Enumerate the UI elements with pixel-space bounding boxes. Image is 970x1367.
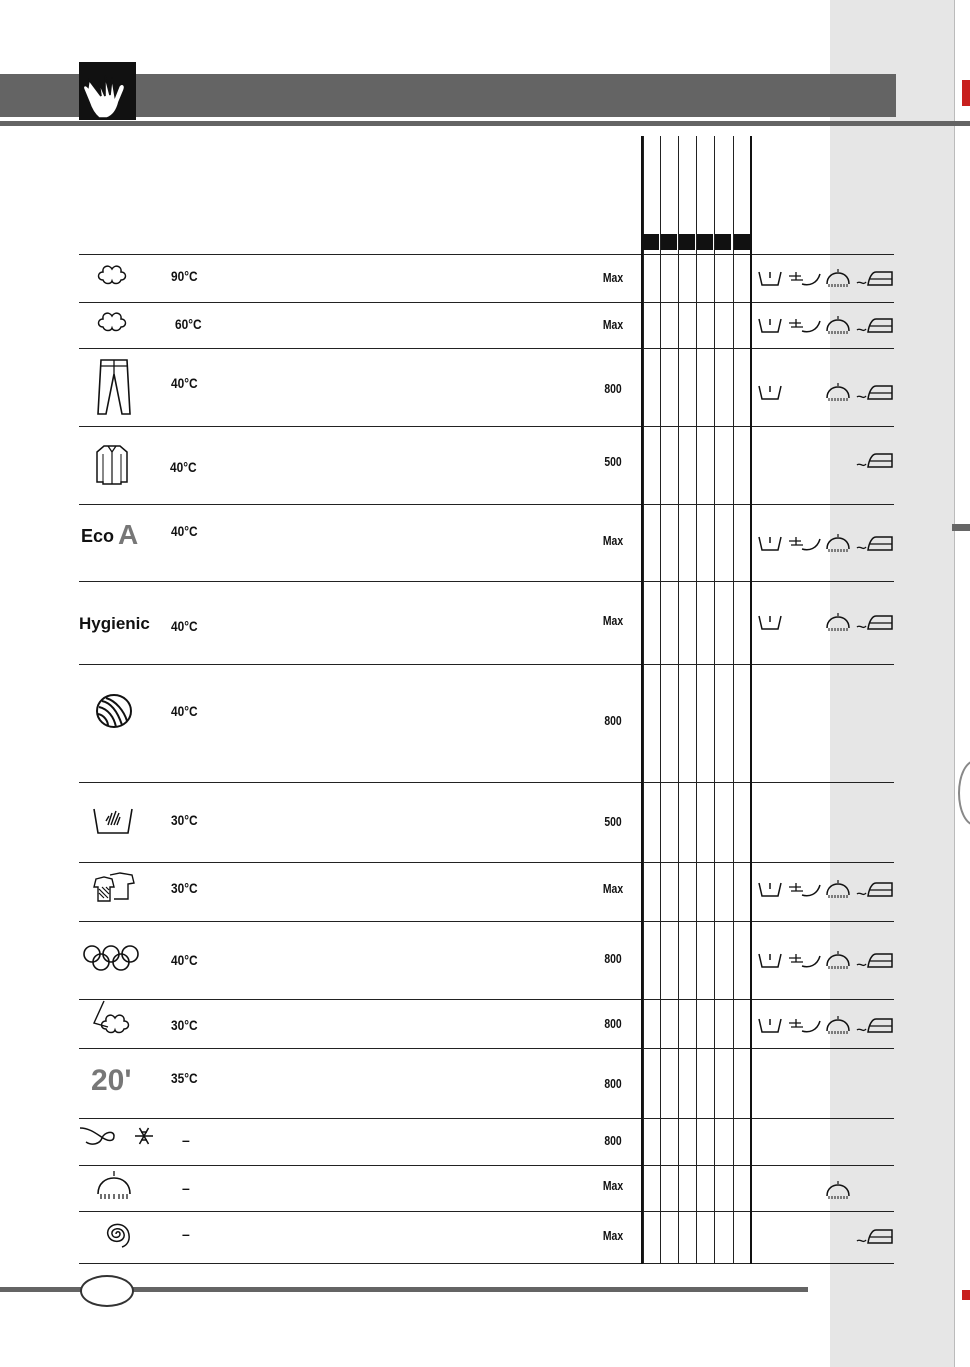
side-tab-marker	[952, 524, 970, 531]
care-wash-icon	[757, 1015, 783, 1037]
care-wash-icon	[757, 950, 783, 972]
row-divider	[79, 1211, 894, 1212]
eco-label-letter: A	[118, 519, 139, 550]
row-divider	[79, 1048, 894, 1049]
spin-speed-value: Max	[602, 270, 624, 285]
mixed-garments-icon	[92, 871, 136, 908]
detergent-column-marker	[679, 234, 695, 250]
row-divider	[79, 1263, 894, 1264]
spin-speed-value: Max	[602, 881, 624, 896]
quick-20-label: 20'	[91, 1064, 132, 1097]
row-divider	[79, 1165, 894, 1166]
side-red-mark-bottom	[962, 1290, 970, 1300]
row-divider	[79, 581, 894, 582]
temperature-dash: –	[182, 1226, 190, 1242]
temperature-value: 40°C	[171, 703, 198, 719]
care-dryer-icon	[824, 315, 852, 337]
care-bleach-icon	[787, 950, 823, 972]
row-divider	[79, 1118, 894, 1119]
right-margin-panel	[830, 0, 970, 1367]
detergent-column-marker	[715, 234, 731, 250]
temperature-value: 30°C	[171, 880, 198, 896]
detergent-column-marker	[661, 234, 677, 250]
care-iron-icon	[856, 1015, 894, 1037]
cotton-delicate-icon	[90, 999, 138, 1042]
column-divider-thick	[641, 136, 643, 1264]
page-edge	[954, 0, 970, 1367]
shirt-icon	[94, 444, 130, 491]
spin-speed-value: 800	[604, 951, 622, 966]
care-dryer-icon	[824, 612, 852, 634]
care-dryer-icon	[824, 1180, 852, 1202]
care-iron-icon	[856, 950, 894, 972]
spin-speed-value: Max	[602, 1228, 624, 1243]
spin-speed-value: 800	[604, 1133, 622, 1148]
care-wash-icon	[757, 315, 783, 337]
care-dryer-icon	[824, 879, 852, 901]
care-dryer-icon	[824, 950, 852, 972]
spin-speed-value: Max	[602, 533, 624, 548]
care-bleach-icon	[787, 533, 823, 555]
care-dryer-icon	[824, 268, 852, 290]
eco-label-text: Eco	[81, 526, 115, 546]
column-divider	[696, 136, 697, 1264]
care-iron-icon	[856, 450, 894, 472]
temperature-value: 40°C	[171, 618, 198, 634]
column-divider	[733, 136, 734, 1264]
spin-speed-value: 800	[604, 1076, 622, 1091]
header-rule	[0, 121, 970, 126]
temperature-value: 60°C	[175, 316, 202, 332]
temperature-value: 30°C	[171, 1017, 198, 1033]
care-dryer-icon	[824, 382, 852, 404]
row-divider	[79, 254, 894, 255]
temperature-value: 90°C	[171, 268, 198, 284]
hand-wash-icon	[92, 803, 134, 842]
hygienic-label: Hygienic	[79, 614, 150, 633]
row-divider	[79, 921, 894, 922]
care-bleach-icon	[787, 879, 823, 901]
row-divider	[79, 664, 894, 665]
side-red-mark	[962, 80, 970, 106]
temperature-dash: –	[182, 1180, 190, 1196]
care-iron-icon	[856, 268, 894, 290]
care-iron-icon	[856, 612, 894, 634]
temperature-value: 40°C	[171, 523, 198, 539]
hand-icon	[79, 62, 136, 120]
column-divider	[678, 136, 679, 1264]
care-wash-icon	[757, 612, 783, 634]
olympic-rings-icon	[82, 944, 140, 977]
wool-icon	[94, 693, 134, 734]
detergent-column-marker	[697, 234, 713, 250]
eco-label	[81, 519, 138, 551]
row-divider	[79, 862, 894, 863]
care-dryer-icon	[824, 1015, 852, 1037]
temperature-value: 40°C	[170, 459, 197, 475]
cotton-icon	[95, 262, 129, 293]
spiral-spin-icon	[98, 1219, 134, 1254]
temperature-value: 40°C	[171, 952, 198, 968]
spin-speed-value: 500	[604, 454, 622, 469]
care-iron-icon	[856, 1226, 894, 1248]
cotton-icon	[95, 309, 129, 340]
row-divider	[79, 782, 894, 783]
rinse-snowflake-icon	[78, 1122, 158, 1157]
care-bleach-icon	[787, 268, 823, 290]
row-divider	[79, 348, 894, 349]
column-divider	[660, 136, 661, 1264]
care-iron-icon	[856, 315, 894, 337]
column-divider	[714, 136, 715, 1264]
detergent-column-marker	[643, 234, 659, 250]
spin-speed-value: 800	[604, 381, 622, 396]
row-divider	[79, 504, 894, 505]
temperature-value: 30°C	[171, 812, 198, 828]
care-iron-icon	[856, 382, 894, 404]
care-wash-icon	[757, 533, 783, 555]
dryer-icon	[94, 1170, 134, 1205]
trousers-icon	[96, 358, 132, 421]
column-divider	[643, 136, 644, 1264]
row-divider	[79, 999, 894, 1000]
temperature-dash: –	[182, 1132, 190, 1148]
care-wash-icon	[757, 268, 783, 290]
spin-speed-value: Max	[602, 317, 624, 332]
detergent-column-marker	[734, 234, 750, 250]
care-dryer-icon	[824, 533, 852, 555]
care-bleach-icon	[787, 1015, 823, 1037]
spin-speed-value: Max	[602, 613, 624, 628]
spin-speed-value: 500	[604, 814, 622, 829]
care-iron-icon	[856, 879, 894, 901]
spin-speed-value: 800	[604, 1016, 622, 1031]
care-iron-icon	[856, 533, 894, 555]
page-number-badge	[80, 1275, 134, 1307]
column-divider-thick	[750, 136, 752, 1264]
spin-speed-value: 800	[604, 713, 622, 728]
temperature-value: 35°C	[171, 1070, 198, 1086]
care-wash-icon	[757, 879, 783, 901]
temperature-value: 40°C	[171, 375, 198, 391]
care-bleach-icon	[787, 315, 823, 337]
spin-speed-value: Max	[602, 1178, 624, 1193]
care-wash-icon	[757, 382, 783, 404]
row-divider	[79, 426, 894, 427]
row-divider	[79, 302, 894, 303]
